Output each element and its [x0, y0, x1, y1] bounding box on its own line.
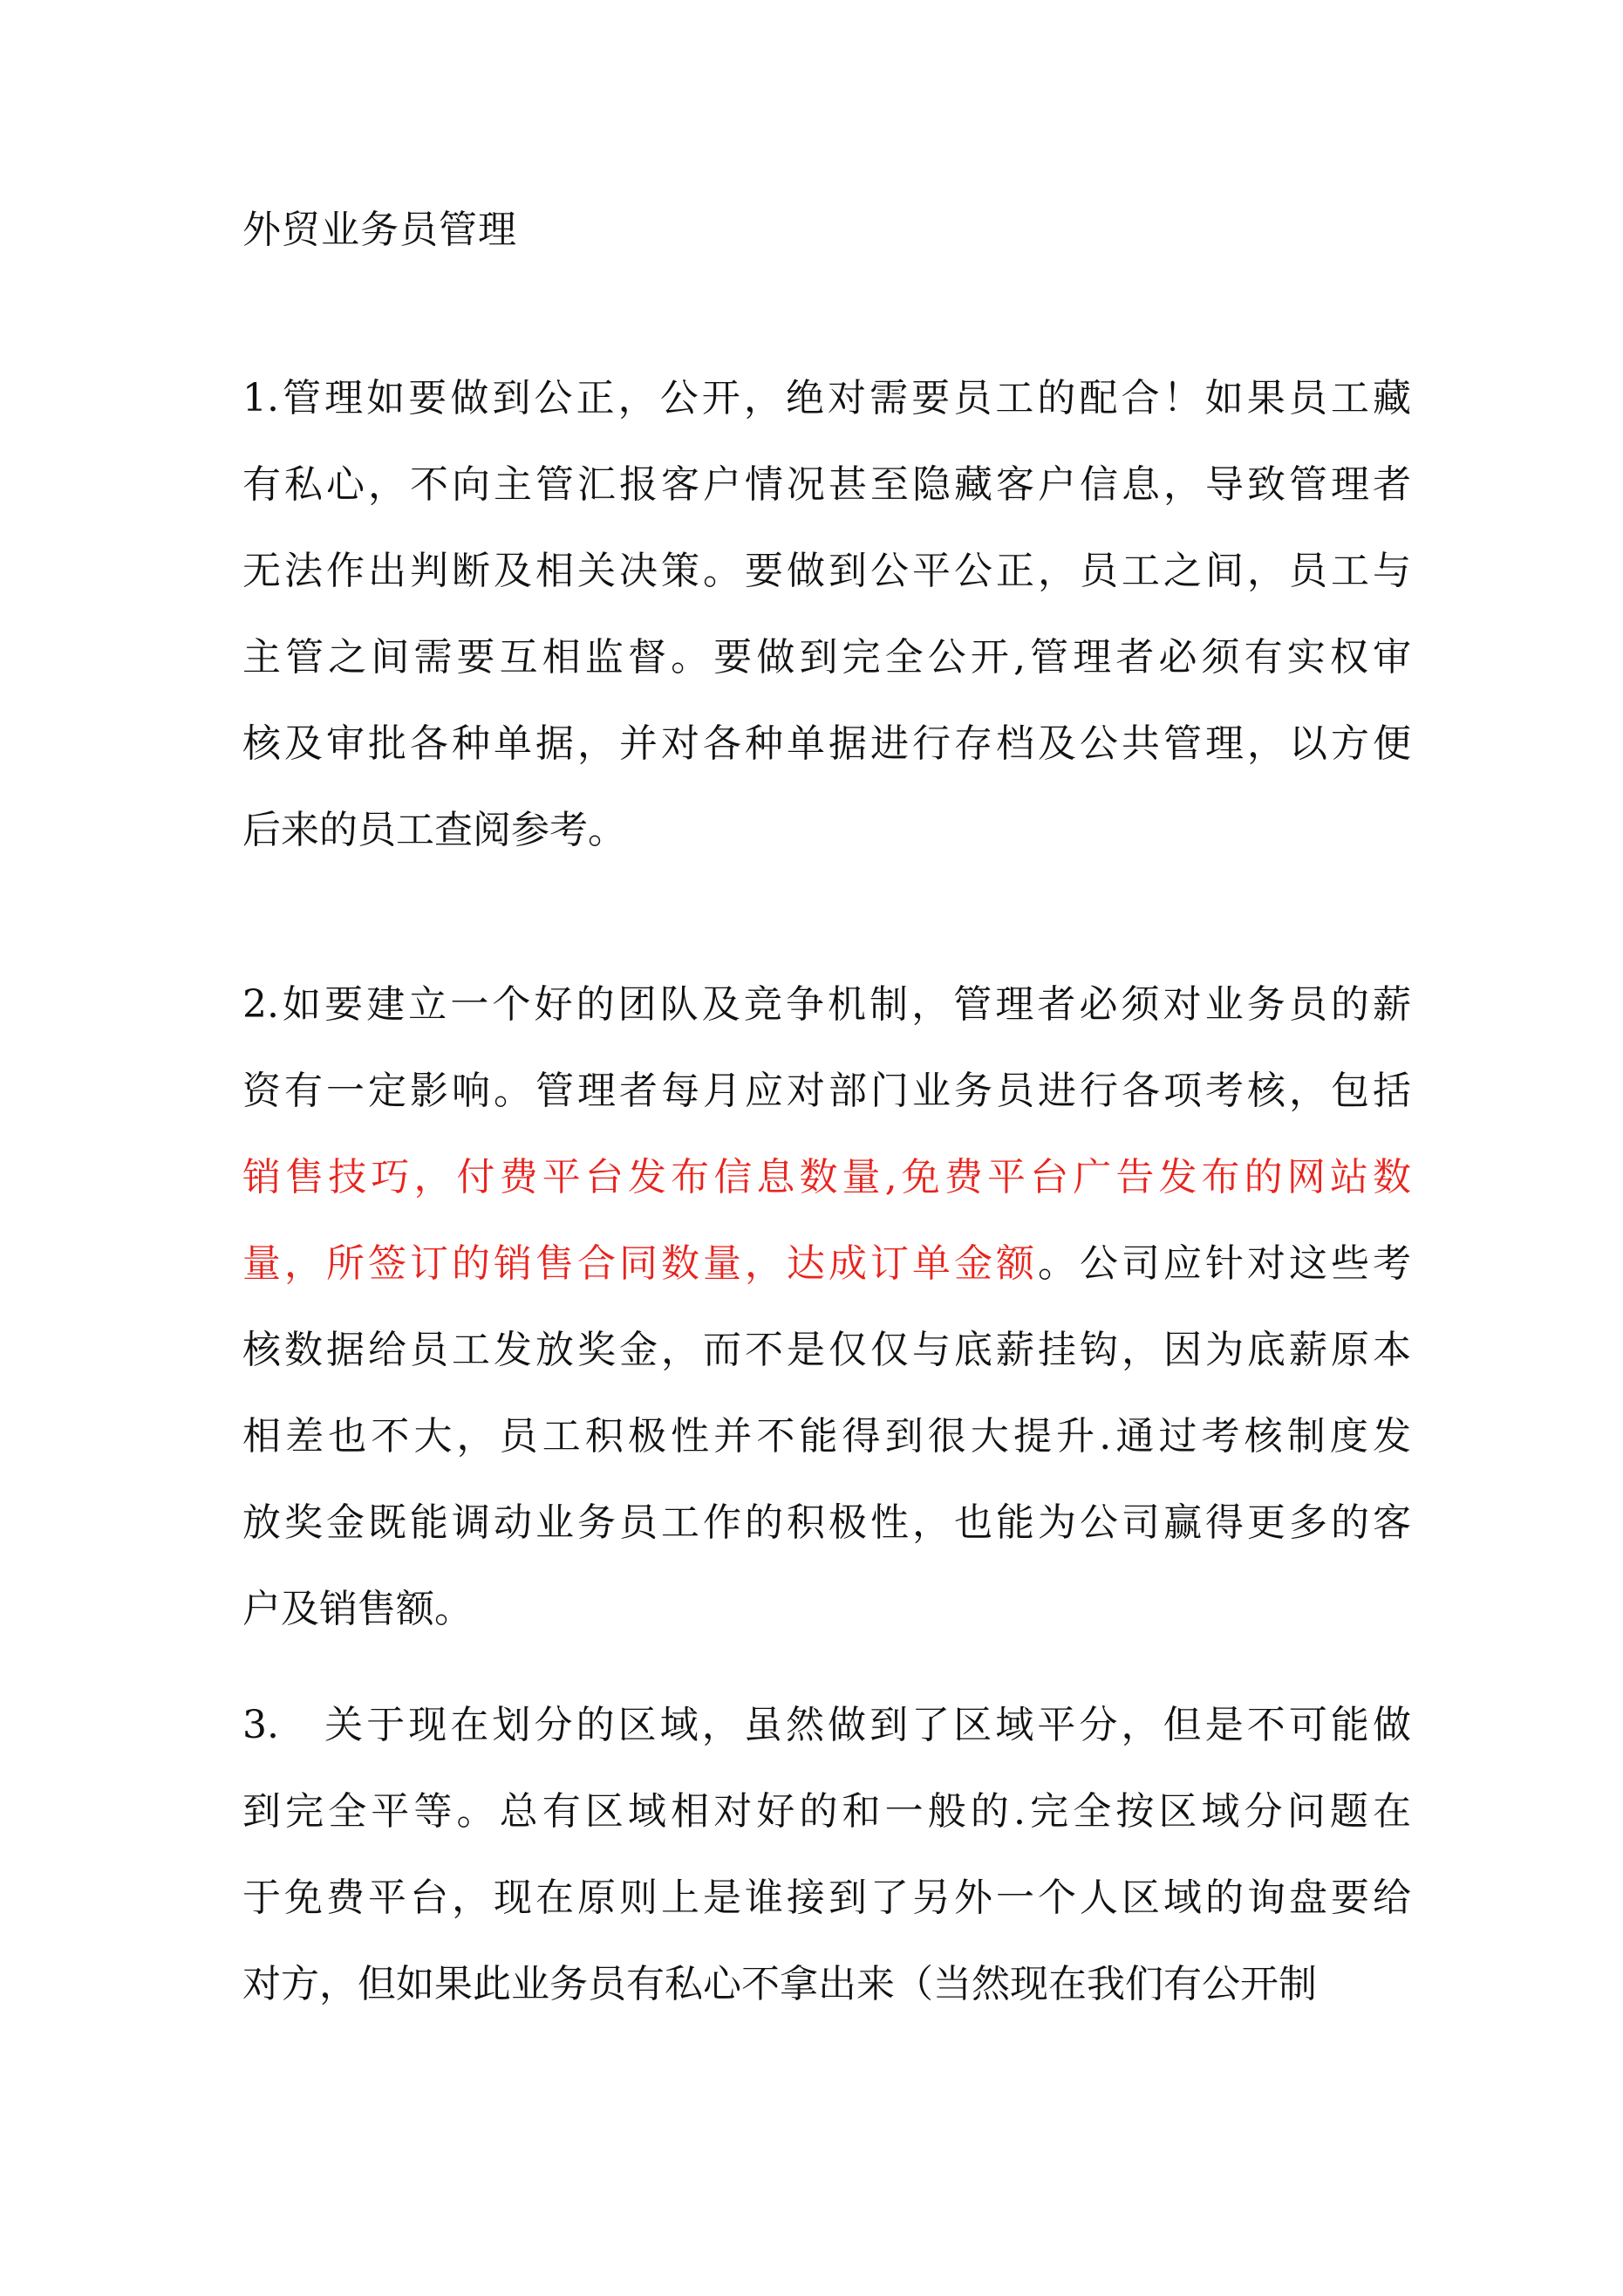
body-text: 核数据给员工发放奖金，而不是仅仅与底薪挂钩，因为底薪原本 — [242, 1328, 1411, 1372]
body-text: 主管之间需要互相监督。要做到完全公开,管理者必须有实权审 — [242, 635, 1411, 680]
paragraph-line — [242, 614, 1411, 700]
body-text: 于免费平台，现在原则上是谁接到了另外一个人区域的询盘要给 — [242, 1876, 1411, 1920]
body-text: 。公司应针对这些考 — [1038, 1241, 1411, 1286]
paragraph-line — [242, 1566, 1411, 1652]
paragraph-line — [242, 787, 1411, 873]
paragraph-line — [242, 700, 1411, 787]
paragraph-line — [242, 1941, 1411, 2027]
document-title: 外贸业务员管理 — [242, 208, 517, 252]
paragraph-line — [242, 1855, 1411, 1941]
body-text: 资有一定影响。管理者每月应对部门业务员进行各项考核，包括 — [242, 1069, 1411, 1113]
body-text: 放奖金既能调动业务员工作的积极性，也能为公司赢得更多的客 — [242, 1500, 1411, 1545]
paragraph-line — [242, 1682, 1411, 1768]
body-text: 核及审批各种单据，并对各种单据进行存档及公共管理，以方便 — [242, 721, 1411, 766]
paragraph-line — [242, 1048, 1411, 1134]
paragraph-line — [242, 355, 1411, 441]
body-text: 1.管理如要做到公正，公开，绝对需要员工的配合！如果员工藏 — [242, 376, 1411, 420]
body-text: 3. 关于现在划分的区域，虽然做到了区域平分，但是不可能做 — [242, 1703, 1411, 1747]
body-text: 相差也不大，员工积极性并不能得到很大提升.通过考核制度发 — [242, 1414, 1411, 1459]
highlighted-text: 销售技巧，付费平台发布信息数量,免费平台广告发布的网站数 — [242, 1155, 1411, 1199]
body-text: 到完全平等。总有区域相对好的和一般的.完全按区域分问题在 — [242, 1789, 1411, 1834]
body-text: 后来的员工查阅参考。 — [242, 808, 626, 852]
paragraph-line — [242, 441, 1411, 528]
body-text: 2.如要建立一个好的团队及竞争机制，管理者必须对业务员的薪 — [242, 982, 1411, 1027]
highlighted-text: 量，所签订的销售合同数量，达成订单金额 — [242, 1241, 1038, 1286]
body-text: 户及销售额。 — [242, 1587, 473, 1631]
paragraph-line — [242, 1307, 1411, 1393]
paragraph-line — [242, 1134, 1411, 1220]
paragraph-line — [242, 1393, 1411, 1479]
paragraph-line — [242, 528, 1411, 614]
paragraph-line — [242, 1220, 1411, 1307]
paragraph-line — [242, 1479, 1411, 1566]
paragraph-1 — [242, 355, 1411, 873]
paragraph-line — [242, 961, 1411, 1048]
paragraph-3 — [242, 1682, 1411, 2027]
body-text: 无法作出判断及相关决策。要做到公平公正，员工之间，员工与 — [242, 549, 1411, 593]
body-text: 有私心，不向主管汇报客户情况甚至隐藏客户信息，导致管理者 — [242, 462, 1411, 507]
paragraph-2 — [242, 961, 1411, 1652]
paragraph-line — [242, 1768, 1411, 1855]
body-text: 对方，但如果此业务员有私心不拿出来（当然现在我们有公开制 — [242, 1962, 1317, 2006]
